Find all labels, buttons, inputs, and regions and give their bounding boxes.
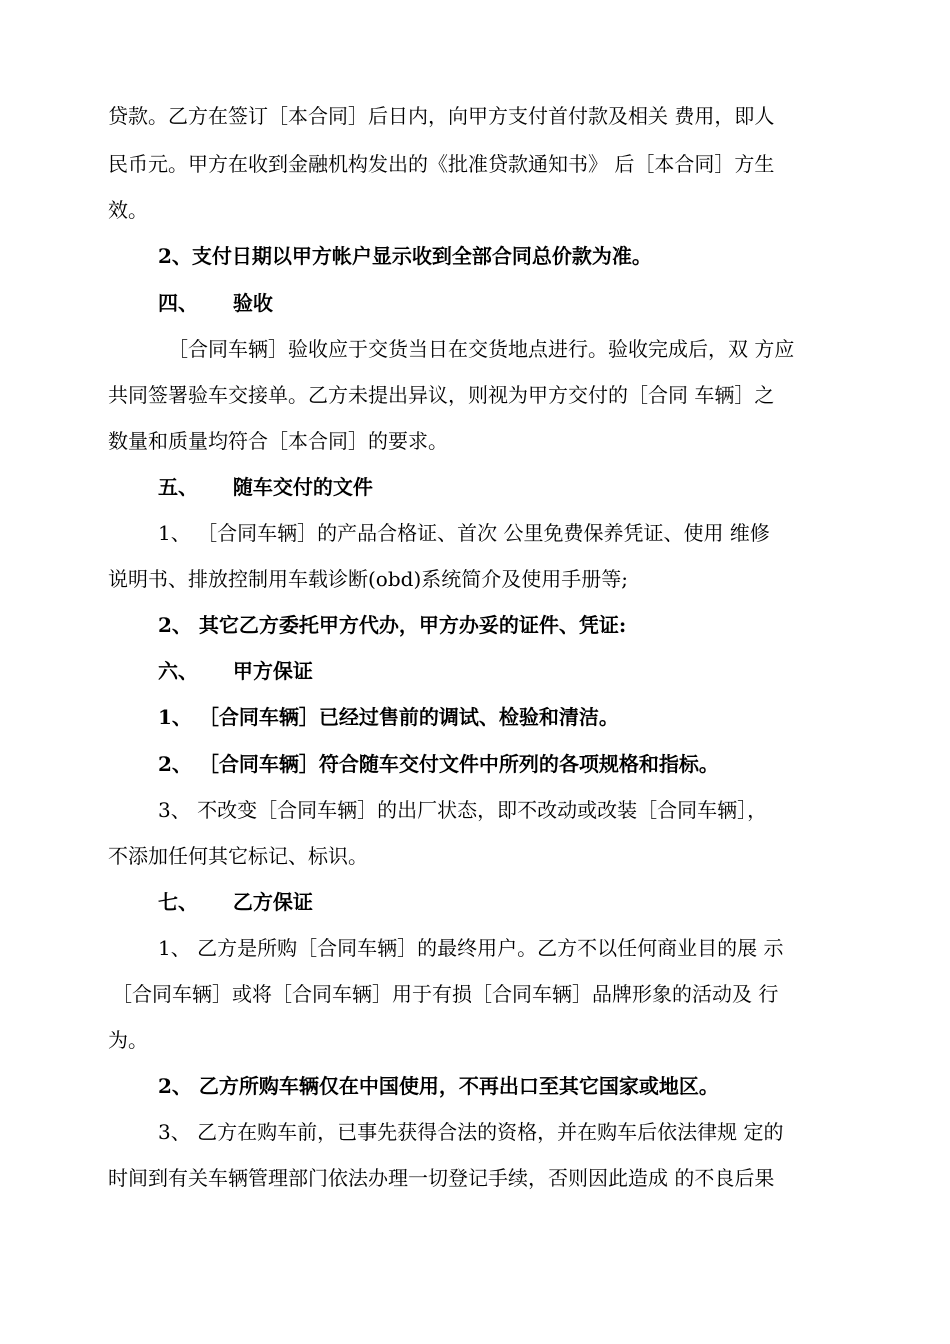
- body-text-line: 说明书、排放控制用车载诊断(obd)系统简介及使用手册等;: [108, 567, 628, 591]
- body-text-line: ［合同车辆］验收应于交货当日在交货地点进行。验收完成后，双 方应: [168, 337, 795, 361]
- section-heading-line: 2、 ［合同车辆］符合随车交付文件中所列的各项规格和指标。: [158, 752, 719, 776]
- body-text-line: 时间到有关车辆管理部门依法办理一切登记手续，否则因此造成 的不良后果: [108, 1166, 775, 1190]
- body-text-line: 3、 不改变［合同车辆］的出厂状态，即不改动或改装［合同车辆］，: [158, 798, 768, 822]
- section-heading-line: 2、支付日期以甲方帐户显示收到全部合同总价款为准。: [158, 244, 652, 268]
- body-text-line: 不添加任何其它标记、标识。: [108, 844, 368, 868]
- body-text-line: 为。: [108, 1028, 148, 1052]
- body-text-line: 数量和质量均符合［本合同］的要求。: [108, 429, 448, 453]
- body-text-line: ［合同车辆］或将［合同车辆］用于有损［合同车辆］品牌形象的活动及 行: [112, 982, 779, 1006]
- body-text-line: 民币元。甲方在收到金融机构发出的《批准贷款通知书》 后［本合同］方生: [108, 152, 775, 176]
- section-heading-line: 1、 ［合同车辆］已经过售前的调试、检验和清洁。: [158, 705, 619, 729]
- section-heading-line: 五、 随车交付的文件: [158, 475, 373, 499]
- body-text-line: 1、 乙方是所购［合同车辆］的最终用户。乙方不以任何商业目的展 示: [158, 936, 784, 960]
- section-heading-line: 2、 其它乙方委托甲方代办，甲方办妥的证件、凭证:: [158, 613, 627, 637]
- section-heading-line: 四、 验收: [158, 291, 273, 315]
- body-text-line: 共同签署验车交接单。乙方未提出异议，则视为甲方交付的［合同 车辆］之: [108, 383, 775, 407]
- section-heading-line: 七、 乙方保证: [158, 890, 313, 914]
- body-text-line: 贷款。乙方在签订［本合同］后日内，向甲方支付首付款及相关 费用，即人: [108, 104, 775, 128]
- body-text-line: 1、 ［合同车辆］的产品合格证、首次 公里免费保养凭证、使用 维修: [158, 521, 770, 545]
- body-text-line: 3、 乙方在购车前，已事先获得合法的资格，并在购车后依法律规 定的: [158, 1120, 784, 1144]
- section-heading-line: 六、 甲方保证: [158, 659, 313, 683]
- section-heading-line: 2、 乙方所购车辆仅在中国使用，不再出口至其它国家或地区。: [158, 1074, 719, 1098]
- body-text-line: 效。: [108, 198, 148, 222]
